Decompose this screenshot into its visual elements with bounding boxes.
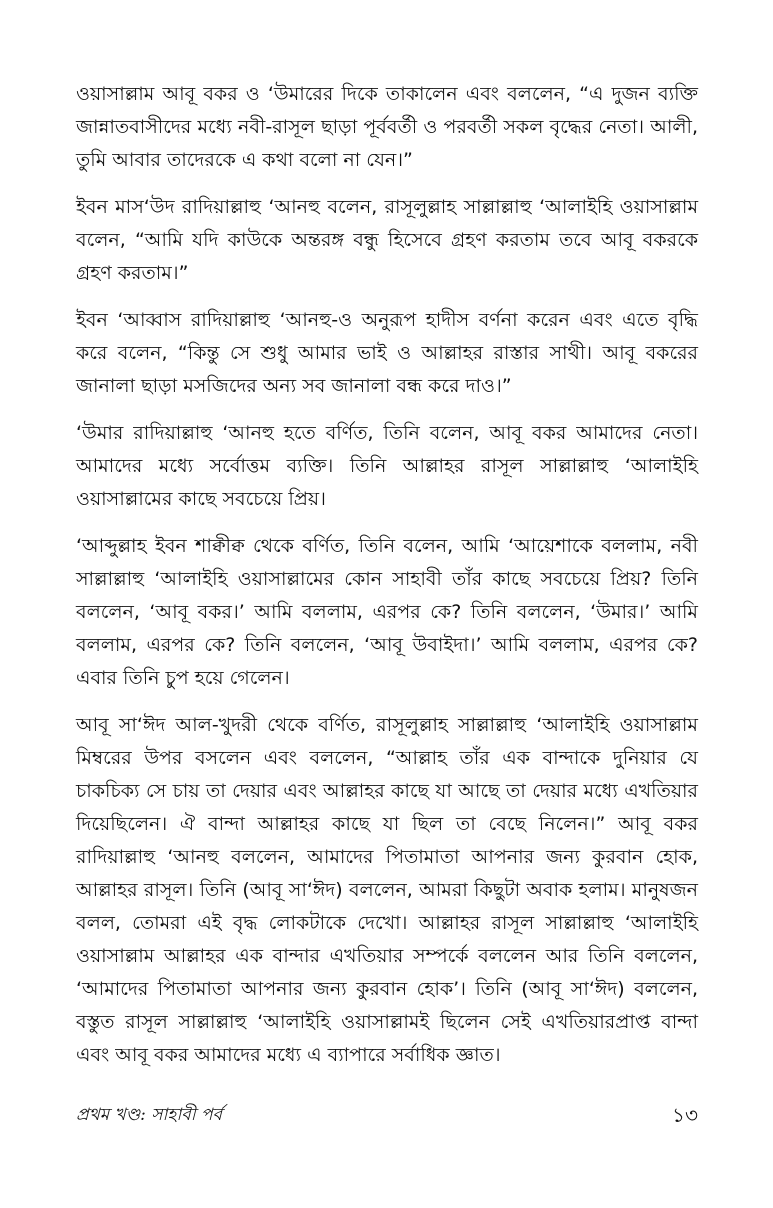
paragraph-6: আবূ সা‘ঈদ আল-খুদরী থেকে বর্ণিত, রাসূলুল্লাহ সাল্লাল্লাহু ‘আলাইহি ওয়াসাল্লাম মিম্বরের উপর বসলেন এবং বললেন, “আল্লাহ তাঁর এক বান্দাকে দুনিয়ার যে চাকচিক্য সে চায় তা দেয়ার এবং আল্লাহর কাছে যা আছে তা দেয়ার মধ্যে এখতিয়ার দিয়েছিলেন। ঐ বান্দা আল্লাহর কাছে যা ছিল তা বেছে নিলেন।” আবূ বকর রাদিয়াল্লাহু ‘আনহু বললেন, আমাদের পিতামাতা আপনার জন্য কুরবান হোক, আল্লাহর রাসূল। তিনি (আবূ সা‘ঈদ) বললেন, আমরা কিছুটা অবাক হলাম। মানুষজন বলল, তোমরা এই বৃদ্ধ লোকটাকে দেখো। আল্লাহর রাসূল সাল্লাল্লাহু ‘আলাইহি ওয়াসাল্লাম আল্লাহর এক বান্দার এখতিয়ার সম্পর্কে বললেন আর তিনি বললেন, ‘আমাদের পিতামাতা আপনার জন্য কুরবান হোক’। তিনি (আবূ সা‘ঈদ) বললেন, বস্তুত রাসূল সাল্লাল্লাহু ‘আলাইহি ওয়াসাল্লামই ছিলেন সেই এখতিয়ারপ্রাপ্ত বান্দা এবং আবূ বকর আমাদের মধ্যে এ ব্যাপারে সর্বাধিক জ্ঞাত। xyxy=(76,714,698,1066)
page-body xyxy=(76,78,698,1086)
page-number: ১৩ xyxy=(672,1103,698,1127)
page-footer xyxy=(76,1098,698,1132)
paragraph-1: ওয়াসাল্লাম আবূ বকর ও ‘উমারের দিকে তাকালেন এবং বললেন, “এ দুজন ব্যক্তি জান্নাতবাসীদের মধ্যে নবী-রাসূল ছাড়া পূর্ববর্তী ও পরবর্তী সকল বৃদ্ধের নেতা। আলী, তুমি আবার তাদেরকে এ কথা বলো না যেন।” xyxy=(76,83,698,171)
paragraph-2: ইবন মাস‘উদ রাদিয়াল্লাহু ‘আনহু বলেন, রাসূলুল্লাহ সাল্লাল্লাহু ‘আলাইহি ওয়াসাল্লাম বলেন, “আমি যদি কাউকে অন্তরঙ্গ বন্ধু হিসেবে গ্রহণ করতাম তবে আবূ বকরকে গ্রহণ করতাম।” xyxy=(76,196,698,284)
paragraph-4: ‘উমার রাদিয়াল্লাহু ‘আনহু হতে বর্ণিত, তিনি বলেন, আবূ বকর আমাদের নেতা। আমাদের মধ্যে সর্বোত্তম ব্যক্তি। তিনি আল্লাহর রাসূল সাল্লাল্লাহু ‘আলাইহি ওয়াসাল্লামের কাছে সবচেয়ে প্রিয়। xyxy=(76,422,698,510)
footer-book-title: প্রথম খণ্ড: সাহাবী পর্ব xyxy=(76,1105,223,1125)
paragraph-5: ‘আব্দুল্লাহ ইবন শাক্বীক্ব থেকে বর্ণিত, তিনি বলেন, আমি ‘আয়েশাকে বললাম, নবী সাল্লাল্লাহু ‘আলাইহি ওয়াসাল্লামের কোন সাহাবী তাঁর কাছে সবচেয়ে প্রিয়? তিনি বললেন, ‘আবূ বকর।’ আমি বললাম, এরপর কে? তিনি বললেন, ‘উমার।’ আমি বললাম, এরপর কে? তিনি বললেন, ‘আবূ উবাইদা।’ আমি বললাম, এরপর কে? এবার তিনি চুপ হয়ে গেলেন। xyxy=(76,535,698,689)
paragraph-3: ইবন ‘আব্বাস রাদিয়াল্লাহু ‘আনহু-ও অনুরূপ হাদীস বর্ণনা করেন এবং এতে বৃদ্ধি করে বলেন, “কিন্তু সে শুধু আমার ভাই ও আল্লাহর রাস্তার সাথী। আবূ বকরের জানালা ছাড়া মসজিদের অন্য সব জানালা বন্ধ করে দাও।” xyxy=(76,309,698,397)
